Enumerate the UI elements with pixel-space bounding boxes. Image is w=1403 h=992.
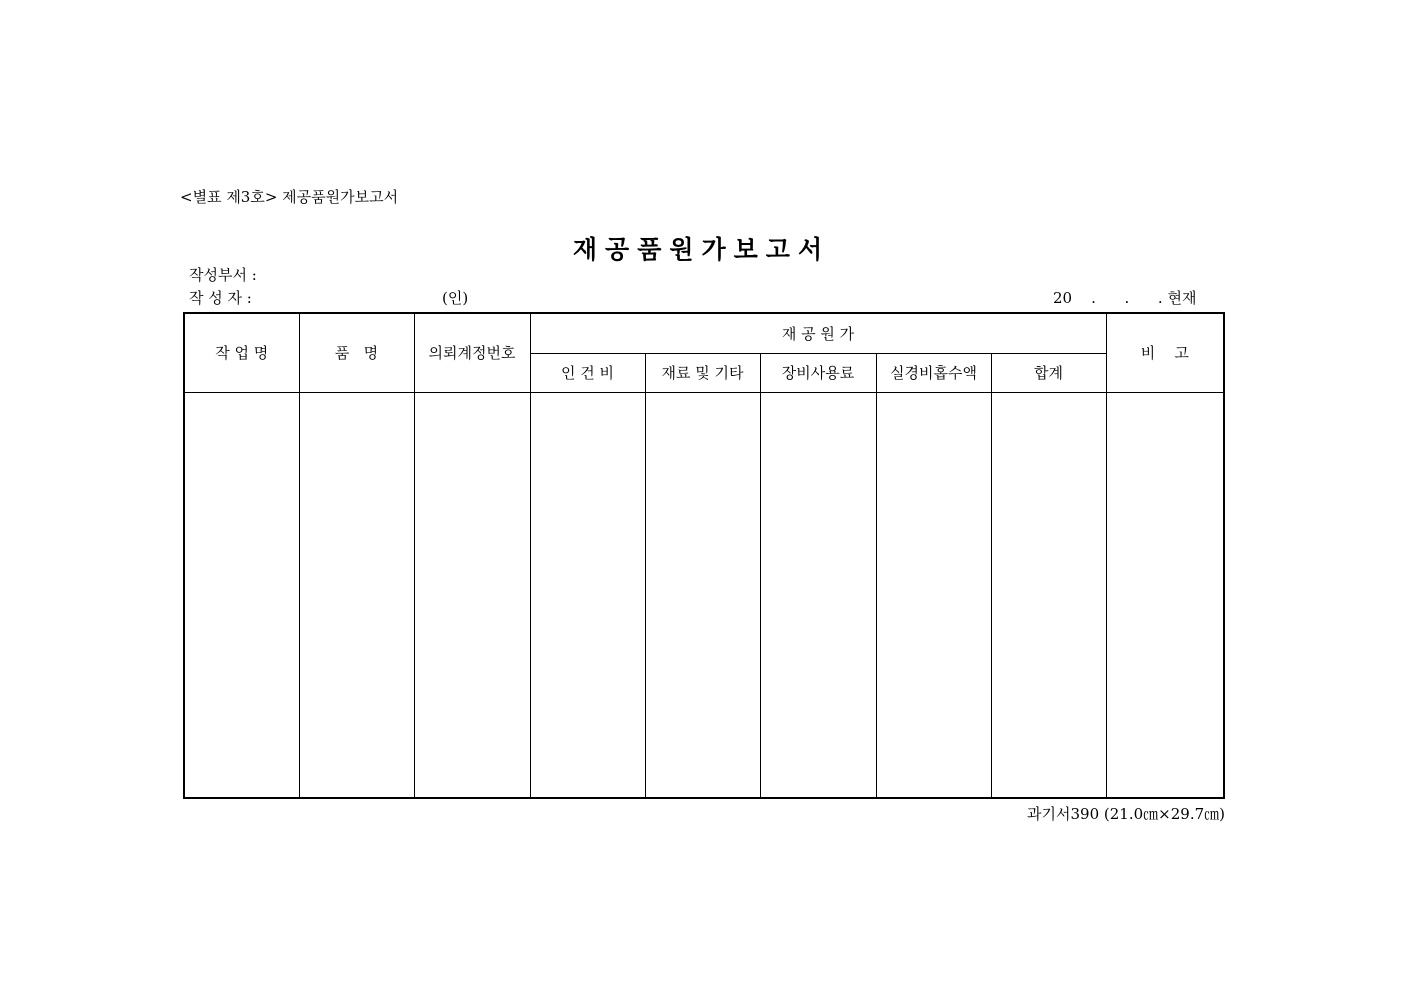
form-reference: <별표 제3호> 제공품원가보고서 xyxy=(180,188,399,206)
header-actual-expense: 실경비홉수액 xyxy=(876,353,991,392)
cell-remarks xyxy=(1106,392,1224,798)
cell-total xyxy=(991,392,1106,798)
date-label: 20 . . . 현재 xyxy=(1053,289,1197,307)
header-request-number: 의뢰계정번호 xyxy=(414,313,530,392)
table-body-row xyxy=(184,392,1224,798)
cell-actual-expense xyxy=(876,392,991,798)
header-item-name: 품 명 xyxy=(299,313,414,392)
header-remarks: 비 고 xyxy=(1106,313,1224,392)
cell-equipment-fee xyxy=(760,392,876,798)
header-labor-cost: 인 건 비 xyxy=(530,353,645,392)
header-total: 합계 xyxy=(991,353,1106,392)
header-work-name: 작 업 명 xyxy=(184,313,299,392)
header-wip-cost-group: 재 공 원 가 xyxy=(530,313,1106,353)
cell-request-number xyxy=(414,392,530,798)
author-label: 작 성 자 : xyxy=(189,289,252,307)
cell-item-name xyxy=(299,392,414,798)
cell-material-other xyxy=(645,392,760,798)
wip-cost-table xyxy=(183,312,1225,799)
form-code-footer: 과기서390 (21.0㎝×29.7㎝) xyxy=(1027,805,1225,823)
document-title: 재공품원가보고서 xyxy=(572,235,831,264)
header-equipment-fee: 장비사용료 xyxy=(760,353,876,392)
seal-label: (인) xyxy=(442,289,469,307)
department-label: 작성부서 : xyxy=(189,266,257,284)
header-material-other: 재료 및 기타 xyxy=(645,353,760,392)
cell-work-name xyxy=(184,392,299,798)
cell-labor-cost xyxy=(530,392,645,798)
